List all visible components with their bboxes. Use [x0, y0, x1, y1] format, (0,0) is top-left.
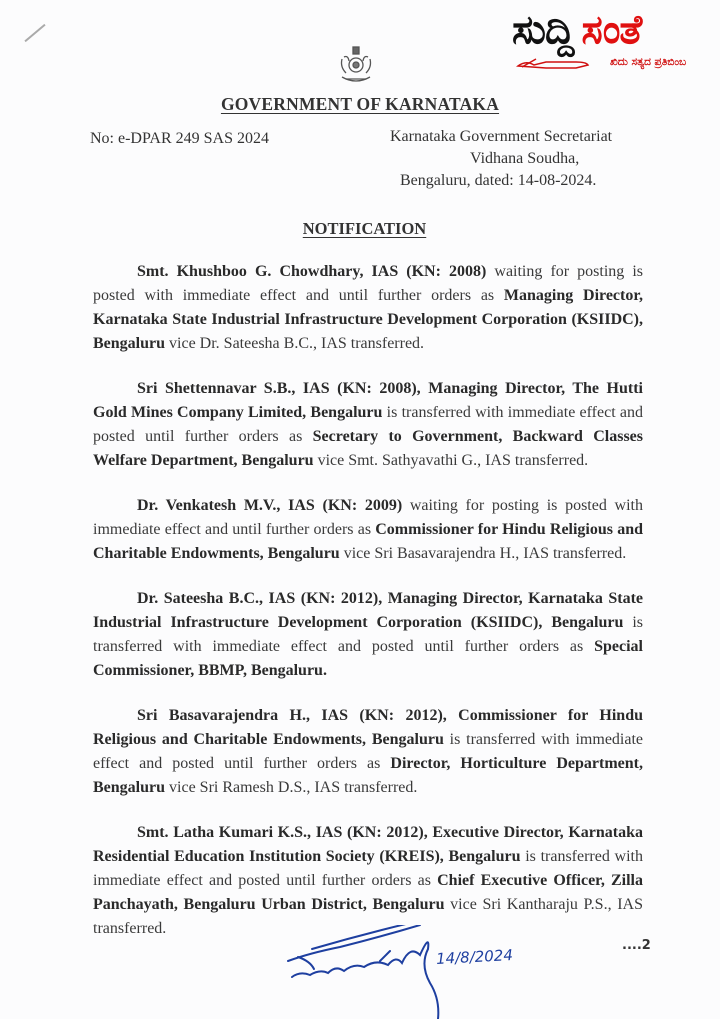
government-title: GOVERNMENT OF KARNATAKA [220, 94, 500, 114]
posting-officer: Dr. Venkatesh M.V., IAS (KN: 2009) [137, 497, 403, 514]
reference-number: No: e-DPAR 249 SAS 2024 [90, 130, 269, 147]
signature [280, 925, 540, 1019]
office-address [380, 126, 640, 192]
posting-text: is transferred with immediate effect and posted until further orders as [93, 404, 643, 445]
address-line-3: Bengaluru, dated: 14-08-2024. [400, 172, 597, 189]
posting-text: vice Dr. Sateesha B.C., IAS transferred. [165, 335, 425, 352]
pen-icon [516, 56, 596, 70]
posting-officer: Dr. Sateesha B.C., IAS (KN: 2012), Managing Director, Karnataka State Industrial Infrastructure Development Corporation (KSIIDC), Bengaluru [93, 590, 643, 631]
posting-post: Special Commissioner, BBMP, Bengaluru. [93, 638, 643, 679]
posting-post: Chief Executive Officer, Zilla Panchayath, Bengaluru Urban District, Bengaluru [93, 872, 644, 913]
posting-text: waiting for posting is posted with immediate effect and until further orders as [93, 263, 644, 304]
posting-post: Secretary to Government, Backward Classes Welfare Department, Bengaluru [93, 428, 644, 469]
posting-text: vice Smt. Sathyavathi G., IAS transferred. [313, 452, 589, 469]
posting-officer: Smt. Khushboo G. Chowdhary, IAS (KN: 2008) [137, 263, 487, 280]
posting-text: vice Sri Kantharaju P.S., IAS transferred. [93, 896, 643, 937]
posting-post: Director, Horticulture Department, Bengaluru [93, 755, 643, 796]
notification-body [93, 260, 643, 962]
pen-mark [24, 24, 45, 42]
posting-text: vice Sri Basavarajendra H., IAS transferred. [339, 545, 627, 562]
page-continuation: ....2 [622, 938, 651, 953]
posting-paragraph [93, 377, 643, 473]
logo-title-part1: ಸುದ್ದಿ [512, 7, 574, 53]
posting-text: vice Sri Ramesh D.S., IAS transferred. [165, 779, 418, 796]
address-line-1: Karnataka Government Secretariat [390, 128, 613, 145]
posting-paragraph [93, 260, 643, 356]
posting-post: Managing Director, Karnataka State Industrial Infrastructure Development Corporation (KSIIDC), Bengaluru [93, 287, 643, 352]
news-logo [512, 6, 718, 74]
logo-title [512, 6, 641, 54]
logo-tagline: ಖಿದು ಸತ್ಯದ ಪ್ರತಿಬಿಂಬ [610, 56, 687, 68]
signature-date: 14/8/2024 [435, 945, 514, 969]
address-line-2: Vidhana Soudha, [470, 150, 580, 167]
posting-officer: Sri Basavarajendra H., IAS (KN: 2012), Commissioner for Hindu Religious and Charitable Endowments, Bengaluru [93, 707, 643, 748]
notification-title: NOTIFICATION [302, 219, 427, 238]
posting-paragraph [93, 821, 643, 941]
posting-post: Commissioner for Hindu Religious and Charitable Endowments, Bengaluru [93, 521, 643, 562]
posting-paragraph [93, 704, 643, 800]
posting-paragraph [93, 587, 643, 683]
posting-paragraph [93, 494, 643, 566]
posting-text: is transferred with immediate effect and posted until further orders as [93, 848, 643, 889]
posting-officer: Smt. Latha Kumari K.S., IAS (KN: 2012), Executive Director, Karnataka Residential Education Institution Society (KREIS), Bengaluru [93, 824, 643, 865]
state-emblem-icon [336, 45, 376, 87]
posting-text: is transferred with immediate effect and posted until further orders as [93, 731, 644, 772]
posting-officer: Sri Shettennavar S.B., IAS (KN: 2008), Managing Director, The Hutti Gold Mines Company Limited, Bengaluru [93, 380, 643, 421]
logo-title-part2: ಸಂತೆ [581, 7, 642, 53]
posting-text: is transferred with immediate effect and posted until further orders as [93, 614, 644, 655]
posting-text: waiting for posting is posted with immediate effect and until further orders as [93, 497, 643, 538]
